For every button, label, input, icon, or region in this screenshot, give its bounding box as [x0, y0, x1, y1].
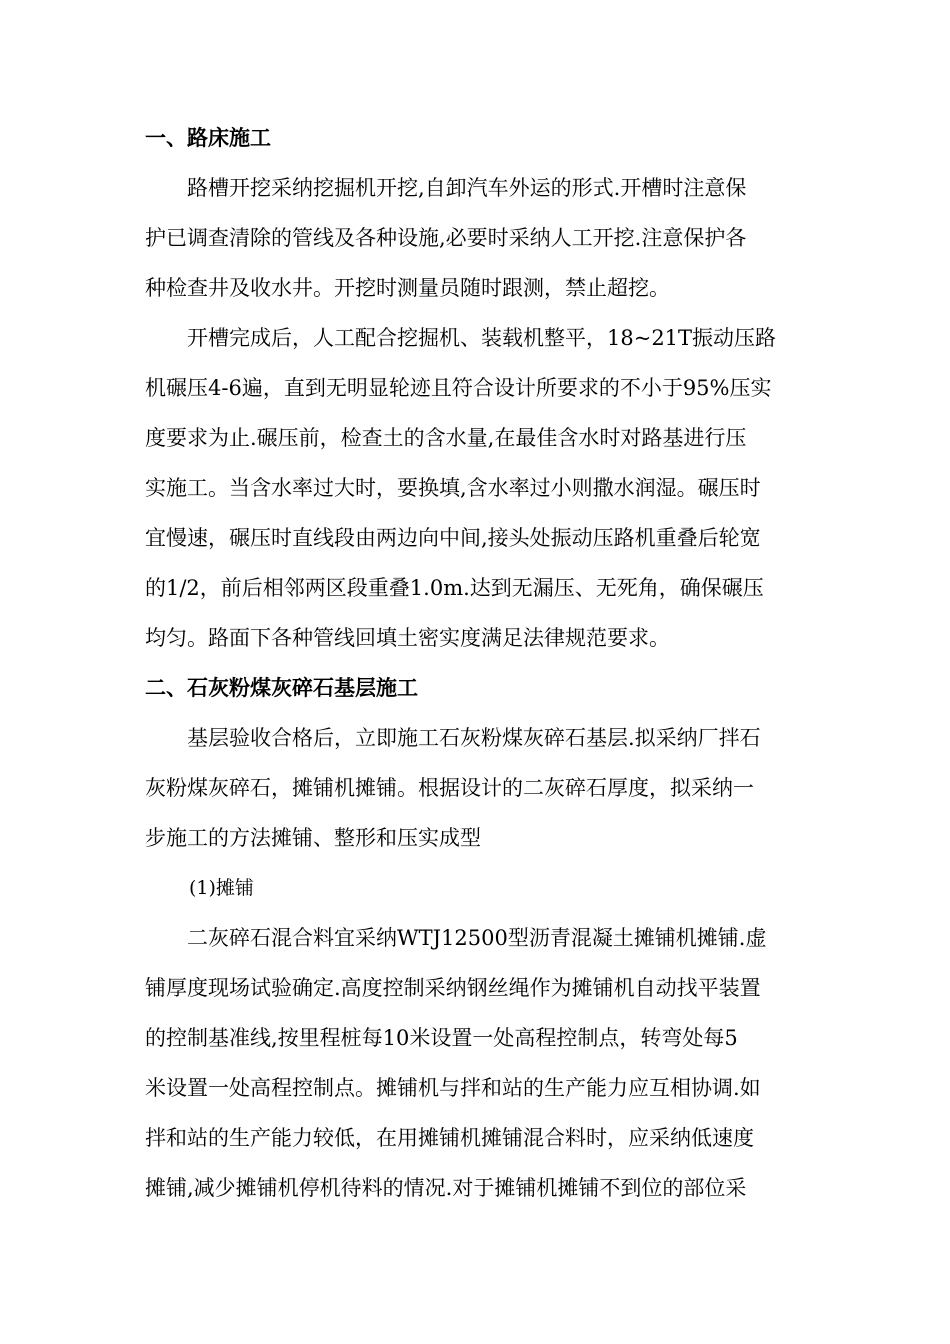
paragraph-paving: 二灰碎石混合料宜采纳WTJ12500型沥青混凝土摊铺机摊铺.虚 铺厚度现场试验确定.高度控制采纳钢丝绳作为摊铺机自动找平装置 的控制基准线,按里程桩每10米设置一处高程控制点，转弯处每5 米设置一处高程控制点。摊铺机与拌和站的生产能力应互相协调.如 拌和站的生产能力较低，在用摊铺机摊铺混合料时，应采纳低速度 摊铺,减少摊铺机停机待料的情况.对于摊铺机摊铺不到位的部位采	[145, 926, 767, 1200]
paragraph-compaction: 开槽完成后，人工配合挖掘机、装载机整平，18~21T振动压路 机碾压4-6遍，直到无明显轮迹且符合设计所要求的不小于95%压实 度要求为止.碾压前，检查土的含水量,在最佳含水时对路基进行压 实施工。当含水率过大时，要换填,含水率过小则撒水润湿。碾压时 宜慢速，碾压时直线段由两边向中间,接头处振动压路机重叠后轮宽 的1/2，前后相邻两区段重叠1.0m.达到无漏压、无死角，确保碾压 均匀。路面下各种管线回填土密实度满足法律规范要求。	[145, 326, 777, 650]
document-body	[145, 113, 805, 1213]
paragraph-base-course-intro: 基层验收合格后，立即施工石灰粉煤灰碎石基层.拟采纳厂拌石 灰粉煤灰碎石，摊铺机摊铺。根据设计的二灰碎石厚度，拟采纳一 步施工的方法摊铺、整形和压实成型	[145, 726, 761, 850]
subsection-label-paving: (1)摊铺	[189, 877, 254, 899]
section-heading-base-course: 二、石灰粉煤灰碎石基层施工	[145, 676, 418, 700]
paragraph-trench-excavation: 路槽开挖采纳挖掘机开挖,自卸汽车外运的形式.开槽时注意保 护已调查清除的管线及各种设施,必要时采纳人工开挖.注意保护各 种检查井及收水井。开挖时测量员随时跟测，禁止超挖。	[145, 176, 747, 300]
section-heading-roadbed: 一、路床施工	[145, 126, 271, 150]
